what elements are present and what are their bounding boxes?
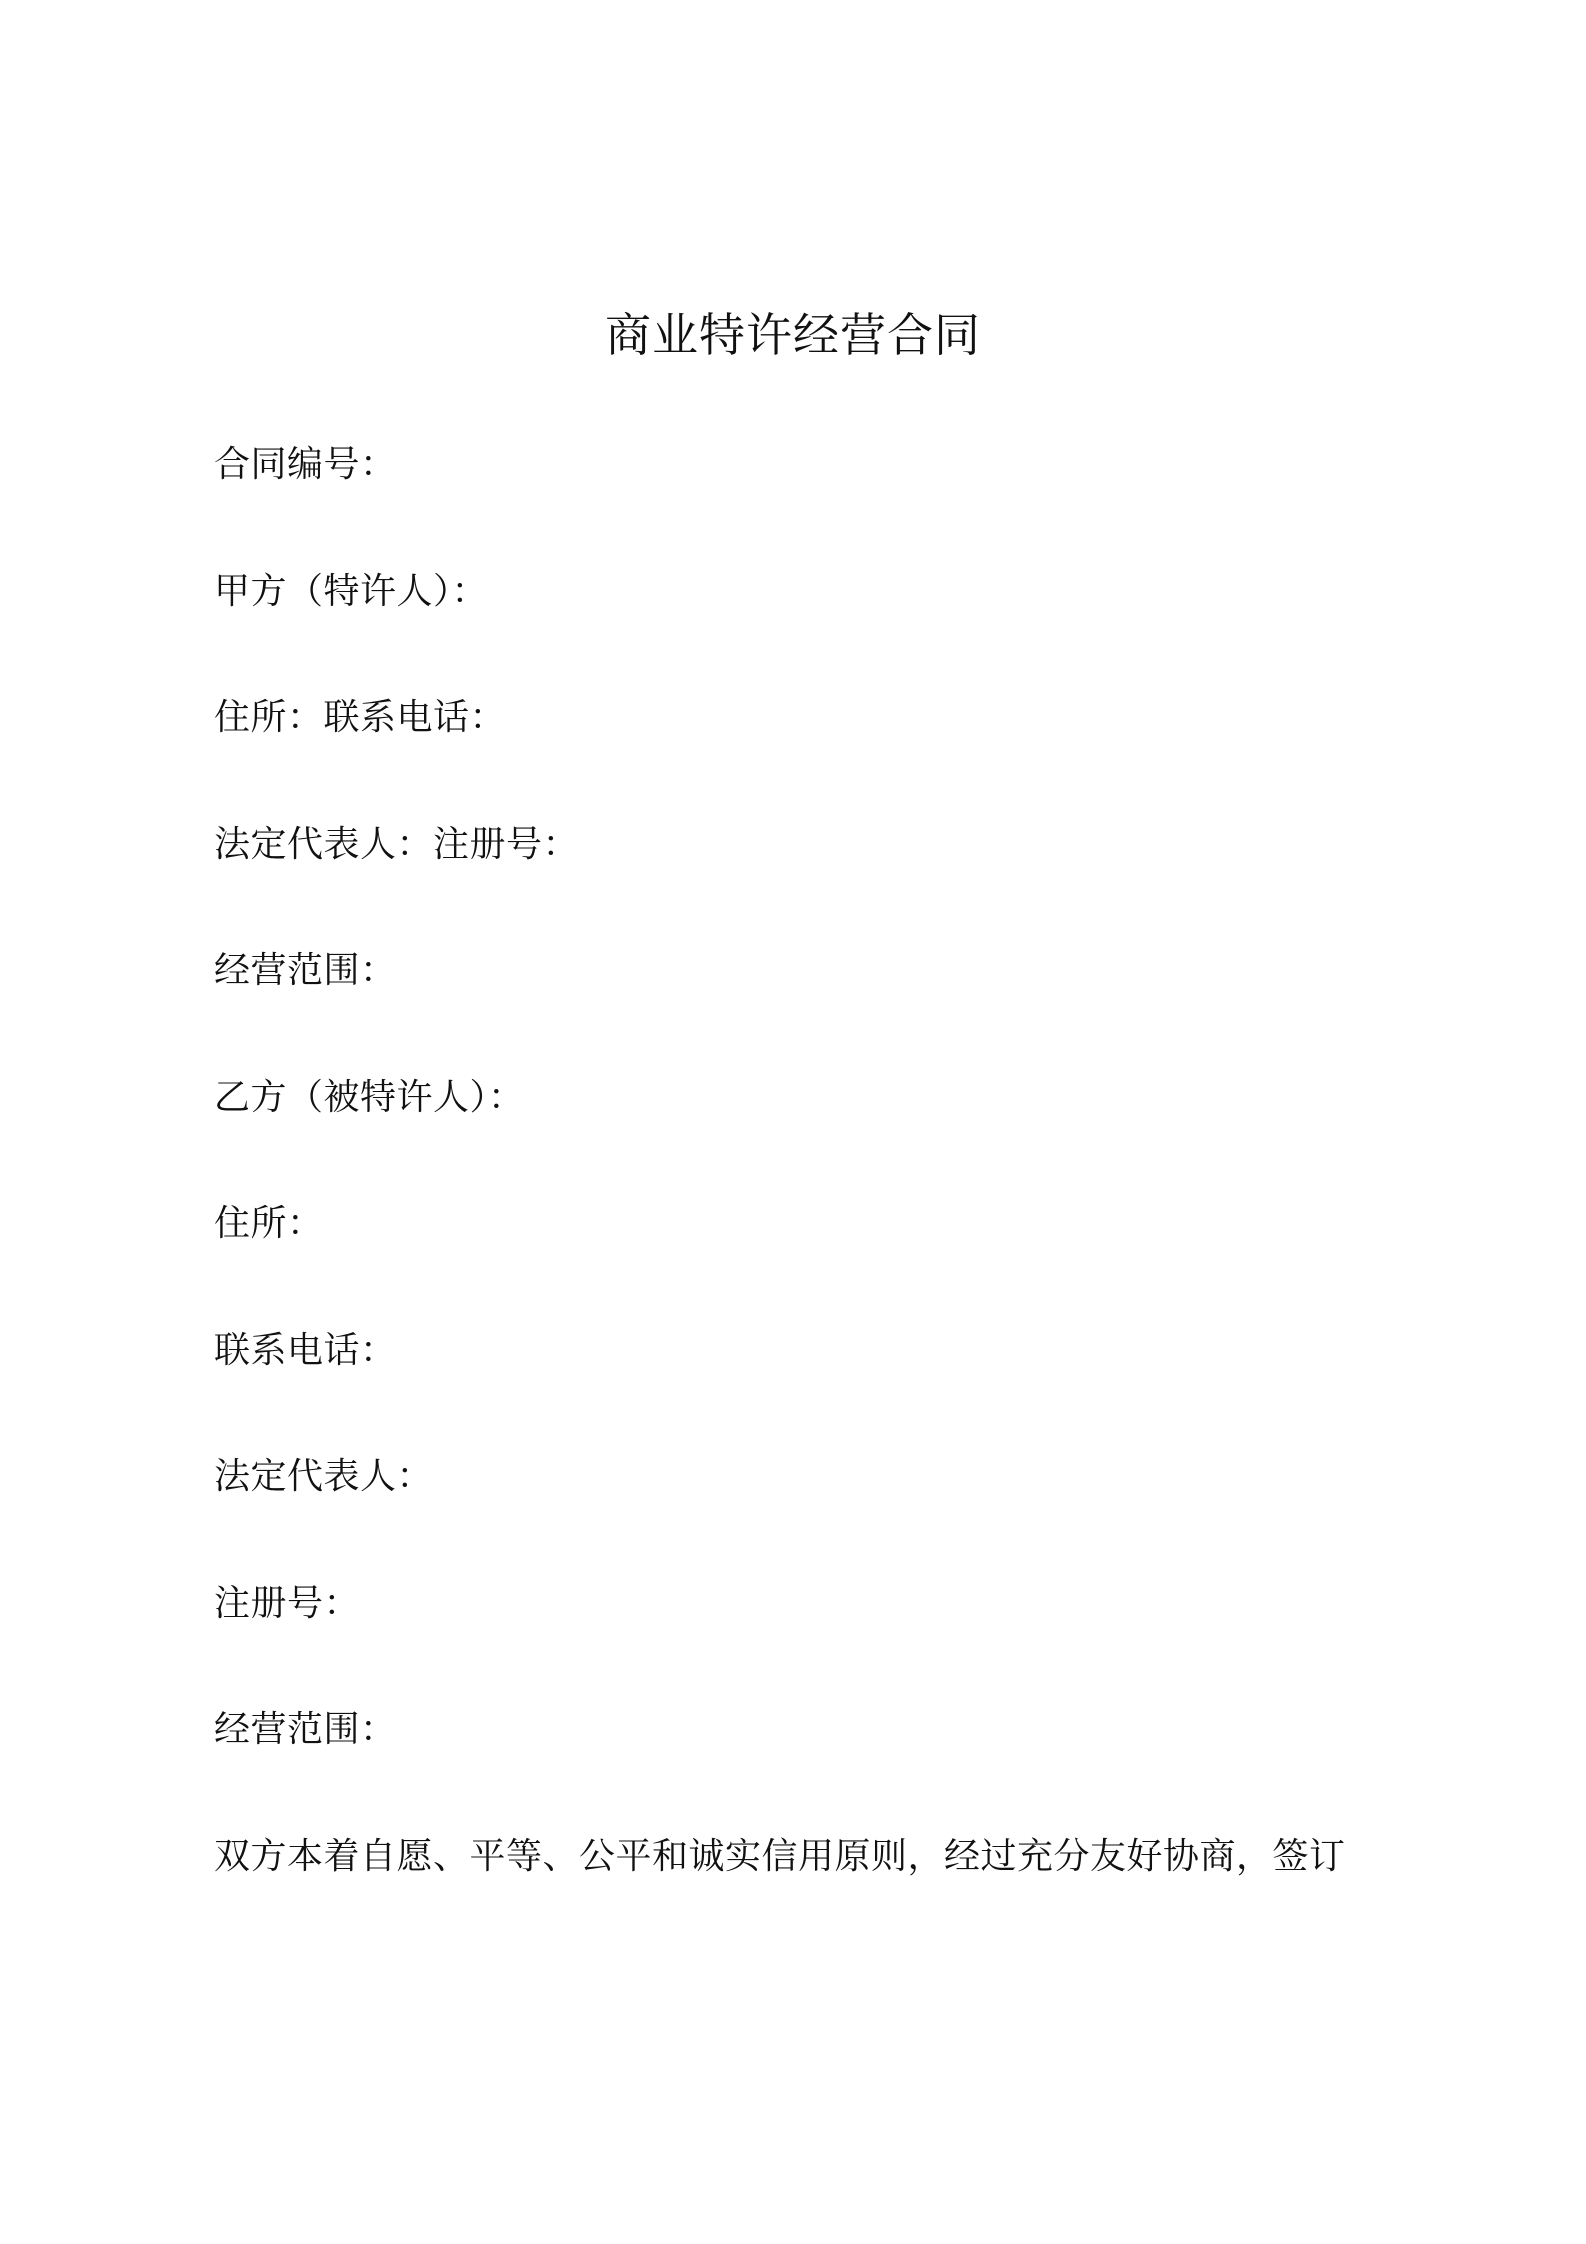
party-b-representative-label: 法定代表人： (214, 1456, 434, 1497)
party-b-registration-label: 注册号： (214, 1583, 361, 1624)
party-a-label: 甲方（特许人）： (214, 571, 489, 612)
intro-paragraph: 双方本着自愿、平等、公平和诚实信用原则，经过充分友好协商，签订 (214, 1836, 1346, 1877)
contract-number-label: 合同编号： (214, 444, 397, 485)
party-b-scope-label: 经营范围： (214, 1709, 397, 1750)
party-a-address-phone-label: 住所：联系电话： (214, 697, 507, 738)
party-a-scope-label: 经营范围： (214, 950, 397, 991)
document-title: 商业特许经营合同 (605, 308, 981, 362)
party-a-representative-label: 法定代表人：注册号： (214, 824, 580, 865)
party-b-phone-label: 联系电话： (214, 1330, 397, 1371)
party-b-label: 乙方（被特许人）： (214, 1077, 525, 1118)
party-b-address-label: 住所： (214, 1203, 324, 1244)
